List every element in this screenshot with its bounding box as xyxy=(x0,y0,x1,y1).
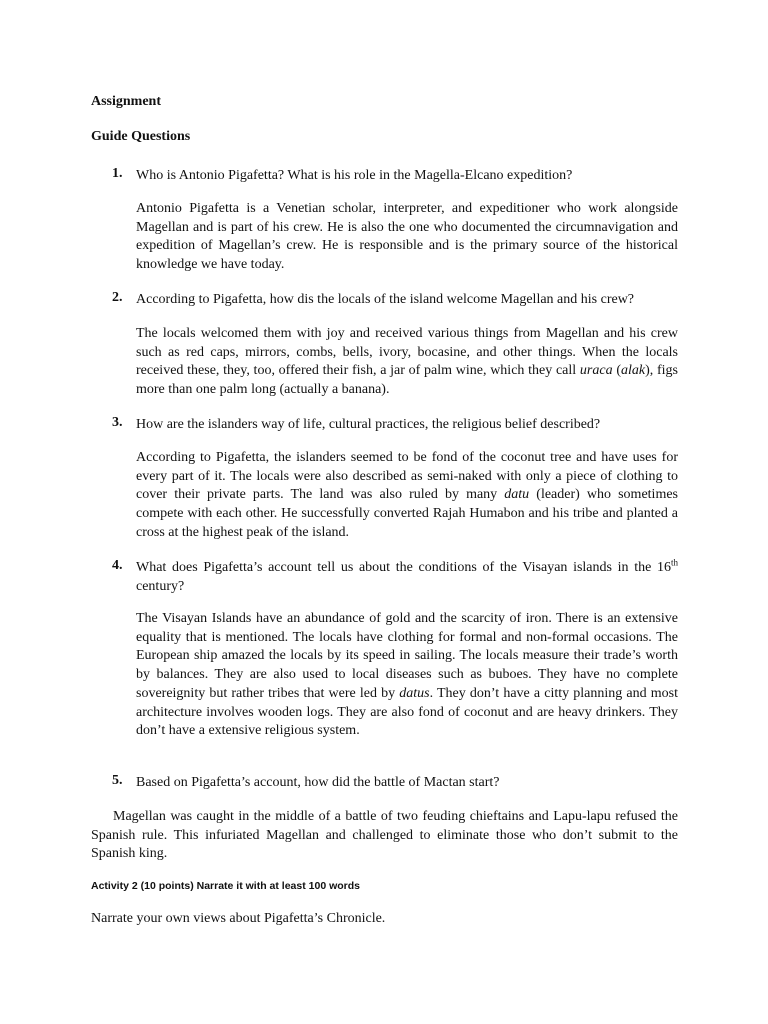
answer-5-text: Magellan was caught in the middle of a battle of two feuding chieftains and Lapu-lapu refused the Spanish rule. This infuriated Magellan and challenged to eliminate those who don’t submit to the Spanish king. xyxy=(91,809,678,862)
answer-2-part-a: The locals welcomed them with joy and received various things from Magellan and his crew such as red caps, mirrors, combs, bells, ivory, bocasine, and other things. When the locals received these, they, too, offered their fish, a jar of palm wine, which they call xyxy=(136,326,678,379)
question-4-number: 4. xyxy=(112,558,123,573)
answer-3-part-b: (leader) who sometimes compete with each other. He successfully converted Rajah Humabon and his tribe and planted a cross at the highest peak of the island. xyxy=(136,487,678,540)
answer-3-text xyxy=(136,449,678,543)
answer-2-text xyxy=(136,325,678,400)
question-4-part-a: What does Pigafetta’s account tell us about the conditions of the Visayan islands in the 16 xyxy=(136,560,671,575)
question-4-part-b: century? xyxy=(136,579,185,594)
question-5-number: 5. xyxy=(112,773,123,788)
narrate-prompt: Narrate your own views about Pigafetta’s Chronicle. xyxy=(91,911,386,926)
answer-4-text xyxy=(136,610,678,741)
assignment-heading: Assignment xyxy=(91,94,162,109)
guide-questions-heading: Guide Questions xyxy=(91,129,191,144)
answer-1-text: Antonio Pigafetta is a Venetian scholar, interpreter, and expeditioner who work alongside Magellan and is part of his crew. He is also the one who documented the circumnavigation and expedition of Magellan’s crew. He is responsible and is the primary source of the historical knowledge we have today. xyxy=(136,201,678,273)
term-datu: datu xyxy=(504,487,530,503)
question-1-number: 1. xyxy=(112,166,123,181)
paren-open: ( xyxy=(612,363,621,379)
question-4-text xyxy=(136,558,678,596)
question-2-number: 2. xyxy=(112,290,123,305)
question-5-text: Based on Pigafetta’s account, how did the battle of Mactan start? xyxy=(136,775,500,790)
term-alak: alak xyxy=(621,363,646,379)
answer-2-part-b: ), figs more than one palm long (actually a banana). xyxy=(136,363,679,398)
term-uraca: uraca xyxy=(579,363,613,379)
answer-3-part-a: According to Pigafetta, the islanders seemed to be fond of the coconut tree and have uses for every part of it. The locals were also described as semi-naked with only a piece of clothing to cover their private parts. The land was also ruled by many xyxy=(136,450,678,503)
question-4-sup: th xyxy=(670,557,678,568)
activity-2-heading: Activity 2 (10 points) Narrate it with at least 100 words xyxy=(91,880,360,892)
answer-4-part-a: The Visayan Islands have an abundance of gold and the scarcity of iron. There is an extensive equality that is mentioned. The locals have clothing for formal and non-formal occasions. The European ship amazed the locals by its speed in sailing. The locals measure their trade’s worth by balances. They are also used to local diseases such as buboes. They have no complete sovereignity but rather tribes that were led by xyxy=(136,611,678,701)
question-3-text: How are the islanders way of life, cultural practices, the religious belief described? xyxy=(136,417,601,432)
term-datus: datus xyxy=(399,685,430,701)
answer-4-part-b: . They don’t have a citty planning and most architecture involves wooden logs. They are also fond of coconut and are heavy drinkers. They don’t have a extensive religious system. xyxy=(136,685,678,739)
question-1-text: Who is Antonio Pigafetta? What is his role in the Magella-Elcano expedition? xyxy=(136,168,573,183)
question-2-text: According to Pigafetta, how dis the locals of the island welcome Magellan and his crew? xyxy=(136,292,635,307)
question-3-number: 3. xyxy=(112,415,123,430)
